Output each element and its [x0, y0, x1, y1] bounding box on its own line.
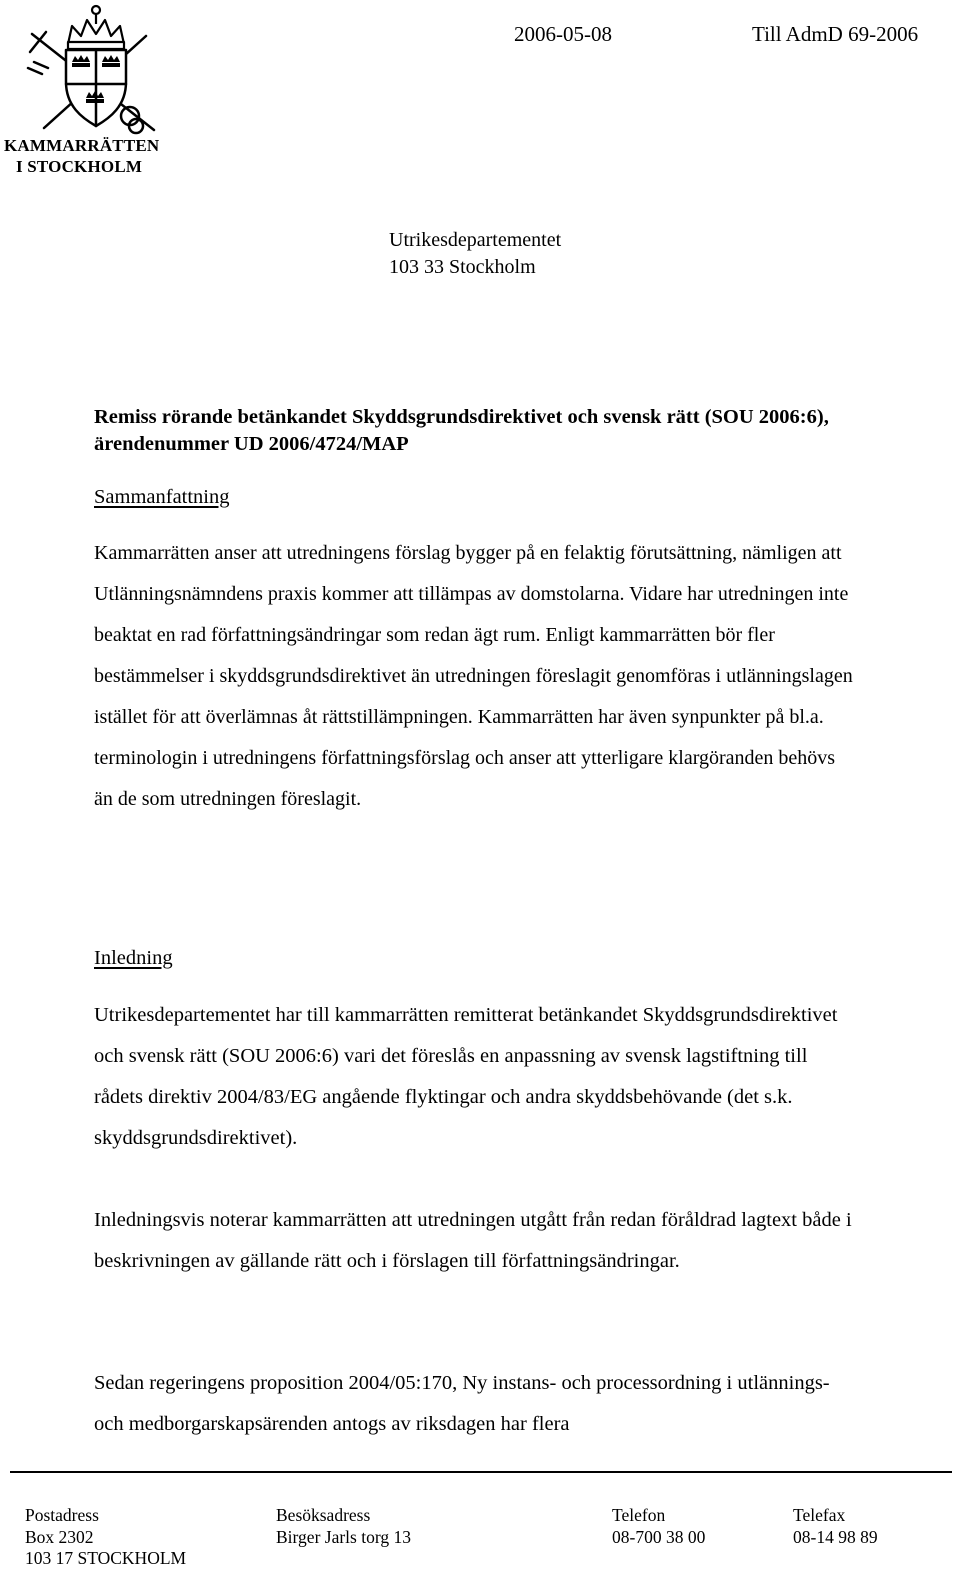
logo-name-line2: I STOCKHOLM — [16, 157, 143, 176]
footer-divider — [10, 1471, 952, 1473]
footer-phone-label: Telefon — [612, 1505, 666, 1525]
recipient-address: 103 33 Stockholm — [389, 256, 536, 278]
coat-of-arms-icon — [4, 2, 180, 138]
introduction-paragraph-1: Utrikesdepartementet har till kammarrätten remitterat betänkandet Skyddsgrundsdirektivet och svensk rätt (SOU 2006:6) vari det föreslås en anpassning av svensk lagstiftning till rådets direktiv 2004/83/EG angående flyktingar och andra skyddsbehövande (det s.k. skyddsgrundsdirektivet). — [94, 1004, 838, 1149]
logo-name-line1: KAMMARRÄTTEN — [4, 136, 160, 155]
footer-visiting-line1: Birger Jarls torg 13 — [276, 1527, 411, 1547]
footer-fax-value: 08-14 98 89 — [793, 1527, 878, 1547]
footer-postal-label: Postadress — [25, 1505, 99, 1525]
court-logo — [4, 2, 180, 182]
introduction-paragraph-2: Inledningsvis noterar kammarrätten att utredningen utgått från redan föråldrad lagtext både i beskrivningen av gällande rätt och i förslagen till författningsändringar. — [94, 1209, 852, 1272]
footer-visiting-label: Besöksadress — [276, 1505, 371, 1525]
footer-postal-line1: Box 2302 — [25, 1527, 94, 1547]
footer-phone-value: 08-700 38 00 — [612, 1527, 706, 1547]
recipient-name: Utrikesdepartementet — [389, 229, 562, 251]
footer-postal-line2: 103 17 STOCKHOLM — [25, 1548, 187, 1568]
subject-heading: Remiss rörande betänkandet Skyddsgrundsdirektivet och svensk rätt (SOU 2006:6), ärendenummer UD 2006/4724/MAP — [94, 406, 829, 455]
footer-fax-label: Telefax — [793, 1505, 846, 1525]
introduction-paragraph-3: Sedan regeringens proposition 2004/05:170, Ny instans- och processordning i utlännings- och medborgarskapsärenden antogs av riksdagen har flera — [94, 1372, 830, 1435]
document-date: 2006-05-08 — [514, 22, 612, 46]
introduction-heading: Inledning — [94, 947, 173, 969]
summary-heading: Sammanfattning — [94, 486, 230, 508]
summary-paragraph: Kammarrätten anser att utredningens förslag bygger på en felaktig förutsättning, nämligen att Utlänningsnämndens praxis kommer att tillämpas av domstolarna. Vidare har utredningen inte beaktat en rad författningsändringar som redan ägt rum. Enligt kammarrätten bör fler bestämmelser i skyddsgrundsdirektivet än utredningen föreslagit genomföras i utlänningslagen istället för att överlämnas åt rättstillämpningen. Kammarrätten har även synpunkter på bl.a. terminologin i utredningens författningsförslag och anser att ytterligare klargöranden behövs än de som utredningen föreslagit. — [94, 542, 853, 810]
document-reference: Till AdmD 69-2006 — [752, 22, 919, 46]
